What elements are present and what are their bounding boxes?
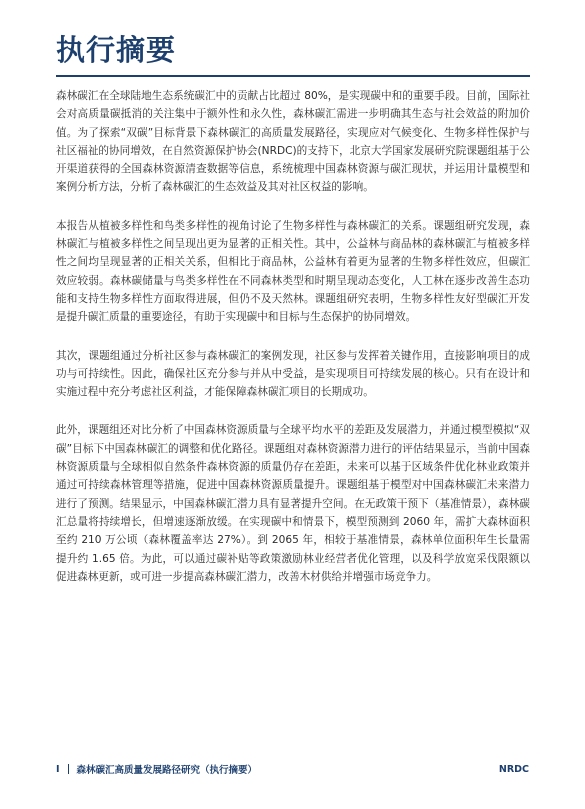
page-title: 执行摘要 [56,33,177,67]
title-underline [56,75,530,77]
summary-body [56,87,530,606]
paragraph-intro: 森林碳汇在全球陆地生态系统碳汇中的贡献占比超过 80%，是实现碳中和的重要手段。目前，国际社会对高质量碳抵消的关注集中于额外性和永久性，森林碳汇需进一步明确其生态与社会效益的附加价值。为了探索“双碳”目标背景下森林碳汇的高质量发展路径，实现应对气候变化、生物多样性保护与社区福祉的协同增效，在自然资源保护协会(NRDC)的支持下，北京大学国家发展研究院课题组基于公开渠道获得的全国森林资源清查数据等信息，系统梳理中国森林资源与碳汇现状，并运用计量模型和案例分析方法，分析了森林碳汇的生态效益及其对社区权益的影响。 [56,90,530,194]
footer-report-title: 森林碳汇高质量发展路径研究（执行摘要） [76,765,258,776]
paragraph-biodiversity: 本报告从植被多样性和鸟类多样性的视角讨论了生物多样性与森林碳汇的关系。课题组研究发现，森林碳汇与植被多样性之间呈现出更为显著的正相关性。其中，公益林与商品林的森林碳汇与植被多样性之间均呈现显著的正相关关系，但相比于商品林，公益林有着更为显著的生物多样性效应，但碳汇效应较弱。森林碳储量与鸟类多样性在不同森林类型和时期呈现动态变化，人工林在逐步改善生态功能和支持生物多样性方面取得进展，但仍不及天然林。课题组研究表明，生物多样性友好型碳汇开发是提升碳汇质量的重要途径，有助于实现碳中和目标与生态保护的协同增效。 [56,219,530,324]
paragraph-potential: 此外，课题组还对比分析了中国森林资源质量与全球平均水平的差距及发展潜力，并通过模型模拟“双碳”目标下中国森林碳汇的调整和优化路径。课题组对森林资源潜力进行的评估结果显示，当前中国森林资源质量与全球相似自然条件森林资源的质量仍存在差距，未来可以基于区域条件优化林业政策并通过可持续森林管理等措施，促进中国森林资源质量提升。课题组基于模型对中国森林碳汇未来潜力进行了预测。结果显示，中国森林碳汇潜力具有显著提升空间。在无政策干预下（基准情景），森林碳汇总量将持续增长，但增速逐渐放缓。在实现碳中和情景下，模型预测到 2060 年，需扩大森林面积至约 210 万公顷（森林覆盖率达 27%）。到 2065 年，相较于基准情景，森林单位面积年生长量需提升约 1.65 倍。为此，可以通过碳补贴等政策激励林业经营者优化管理，以及科学放宽采伐限额以促进森林更新，或可进一步提高森林碳汇潜力，改善木材供给并增强市场竞争力。 [56,424,530,583]
paragraph-community: 其次，课题组通过分析社区参与森林碳汇的案例发现，社区参与发挥着关键作用，直接影响项目的成功与可持续性。因此，确保社区充分参与并从中受益，是实现项目可持续发展的核心。只有在设计和实施过程中充分考虑社区利益，才能保障森林碳汇项目的长期成功。 [56,349,530,399]
page-footer [56,762,529,776]
footer-divider [68,764,69,774]
footer-organization: NRDC [498,763,529,775]
page-number: I [56,763,60,775]
